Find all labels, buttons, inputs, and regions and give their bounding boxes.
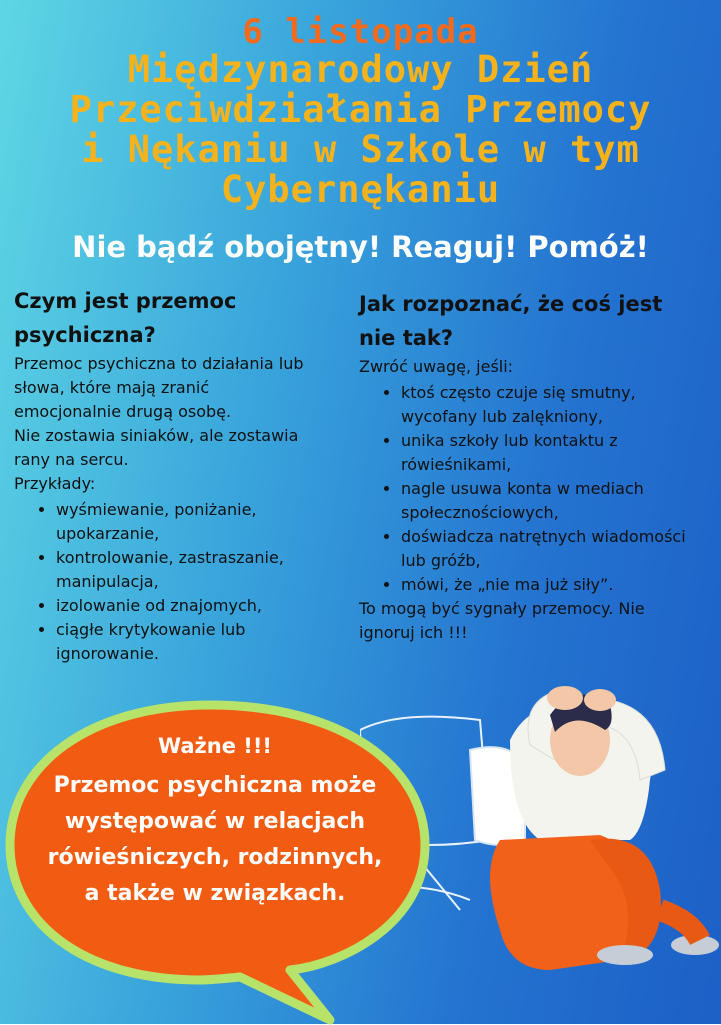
bubble-line-3: rówieśniczych, rodzinnych,: [47, 845, 383, 870]
title-line-5: Cybernękaniu: [220, 168, 501, 211]
list-item: • wyśmiewanie, poniżanie, upokarzanie,: [56, 498, 314, 546]
right-heading: Jak rozpoznać, że coś jest nie tak?: [359, 292, 663, 350]
bubble-line-4: a także w związkach.: [84, 881, 346, 906]
examples-label: Przykłady:: [14, 474, 96, 493]
list-item: • izolowanie od znajomych,: [56, 594, 314, 618]
right-intro: Zwróć uwagę, jeśli:: [359, 357, 514, 376]
title-line-3: Przeciwdziałania Przemocy: [69, 88, 652, 131]
title-date: 6 listopada: [242, 12, 479, 52]
examples-list: [14, 498, 314, 666]
left-column: [14, 284, 314, 666]
bubble-line-2: występować w relacjach: [64, 809, 366, 834]
list-item: • mówi, że „nie ma już siły”.: [401, 573, 704, 597]
bubble-text: [20, 728, 410, 912]
list-item: • nagle usuwa konta w mediach społecznościowych,: [401, 477, 704, 525]
subtitle: Nie bądź obojętny! Reaguj! Pomóż!: [72, 230, 649, 264]
right-column: [359, 287, 704, 645]
list-item: • ktoś często czuje się smutny, wycofany lub zalękniony,: [401, 381, 704, 429]
important-label: Ważne !!!: [157, 734, 273, 758]
left-heading: Czym jest przemoc psychiczna?: [14, 289, 237, 347]
list-item: • unika szkoły lub kontaktu z rówieśnikami,: [401, 429, 704, 477]
bubble-line-1: Przemoc psychiczna może: [53, 773, 377, 798]
title-line-4: i Nękaniu w Szkole w tym: [81, 128, 640, 171]
title-main: [0, 50, 721, 210]
list-item: • ciągłe krytykowanie lub ignorowanie.: [56, 618, 314, 666]
right-outro: To mogą być sygnały przemocy. Nie ignoruj ich !!!: [359, 599, 645, 642]
list-item: • doświadcza natrętnych wiadomości lub gróźb,: [401, 525, 704, 573]
signs-list: [359, 381, 704, 597]
left-paragraph-1: Przemoc psychiczna to działania lub słowa, które mają zranić emocjonalnie drugą osobę.: [14, 354, 304, 421]
title-line-2: Międzynarodowy Dzień: [127, 48, 594, 91]
left-paragraph-2: Nie zostawia siniaków, ale zostawia rany na sercu.: [14, 426, 299, 469]
list-item: • kontrolowanie, zastraszanie, manipulacja,: [56, 546, 314, 594]
